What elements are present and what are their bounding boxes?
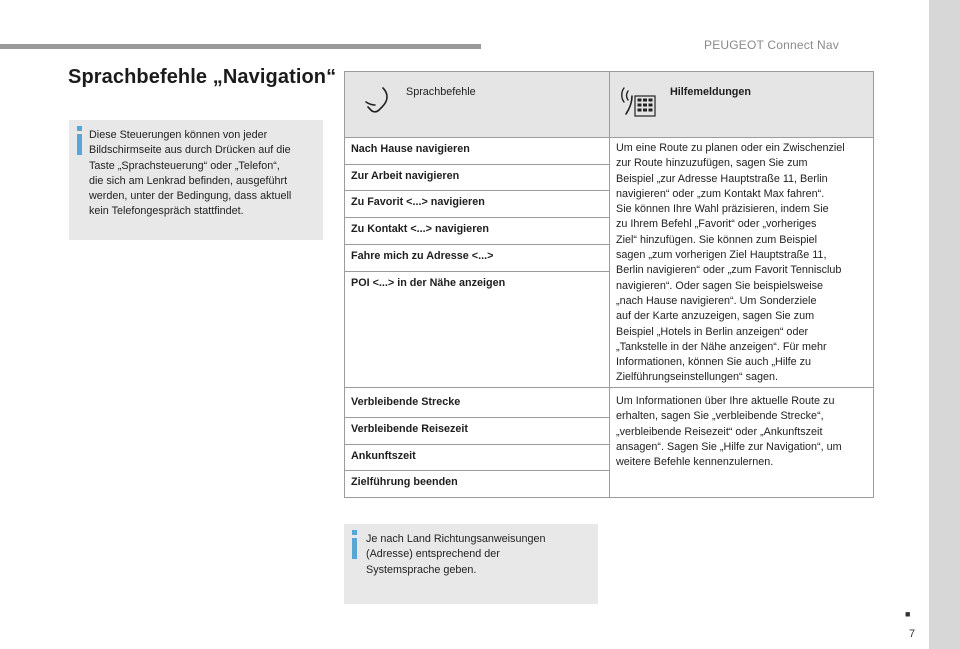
help-message-cell: Um eine Route zu planen oder ein Zwischenziel zur Route hinzuzufügen, sagen Sie zum Beispiel „zur Adresse Hauptstraße 11, Berlin navigieren“ oder „zum Kontakt Max fahren“. Sie können Ihre Wahl präzisieren, indem Sie zu Ihrem Befehl „Favorit“ oder „vorheriges Ziel“ hinzufügen. Sie können zum Beispiel sagen „zum vorherigen Ziel Hauptstraße 11, Berlin navigieren“ oder „zum Favorit Tennisclub navigieren“. Oder sagen Sie beispielsweise „nach Hause navigieren“. Um Sonderziele auf der Karte anzuzeigen, sagen Sie zum Beispiel „Hotels in Berlin anzeigen“ oder „Tankstelle in der Nähe anzeigen“. Für mehr Informationen, können Sie auch „Hilfe zu Zielführungseinstellungen“ sagen. (616, 142, 845, 384)
row-divider (345, 417, 609, 418)
info-note-footer (344, 524, 598, 604)
command-cell: Ankunftszeit (351, 450, 416, 462)
header-label-help: Hilfemeldungen (670, 86, 751, 98)
row-divider (345, 444, 609, 445)
row-divider (345, 217, 609, 218)
column-divider (609, 72, 610, 497)
info-note-intro (69, 120, 323, 240)
page-edge-strip (929, 0, 960, 649)
help-message-cell: Um Informationen über Ihre aktuelle Route zu erhalten, sagen Sie „verbleibende Strecke“, „verbleibende Reisezeit“ oder „Ankunftszeit ansagen“. Sagen Sie „Hilfe zur Navigation“, um weitere Befehle kennenzulernen. (616, 395, 842, 469)
info-note-text: Diese Steuerungen können von jeder Bildschirmseite aus durch Drücken auf die Taste „Sprachsteuerung“ oder „Telefon“, die sich am Lenkrad befinden, ausgeführt werden, unter der Bedingung, dass aktuell kein Telefongespräch stattfindet. (89, 129, 292, 218)
command-cell: Zu Favorit <...> navigieren (351, 196, 485, 208)
section-title: Sprachbefehle „Navigation“ (68, 66, 337, 88)
header-rule (0, 44, 481, 49)
command-cell: Fahre mich zu Adresse <...> (351, 250, 494, 262)
command-cell: Zu Kontakt <...> navigieren (351, 223, 489, 235)
header-label-commands: Sprachbefehle (406, 86, 476, 98)
page-number: 7 (909, 628, 916, 640)
table-header-help (610, 72, 873, 137)
row-divider (345, 137, 873, 138)
info-icon (350, 530, 360, 560)
voice-help-keypad-icon (619, 84, 659, 118)
command-cell: Verbleibende Strecke (351, 396, 461, 408)
row-divider (345, 387, 873, 388)
command-cell: POI <...> in der Nähe anzeigen (351, 277, 506, 289)
voice-command-icon (363, 85, 393, 115)
row-divider (345, 470, 609, 471)
row-divider (345, 164, 609, 165)
row-divider (345, 244, 609, 245)
row-divider (345, 190, 609, 191)
info-note-text: Je nach Land Richtungsanweisungen (Adresse) entsprechend der Systemsprache geben. (366, 533, 546, 576)
continued-marker: ■ (905, 609, 911, 619)
table-header-commands (345, 72, 609, 137)
command-cell: Zur Arbeit navigieren (351, 170, 460, 182)
voice-commands-table (344, 71, 874, 498)
command-cell: Nach Hause navigieren (351, 143, 470, 155)
row-divider (345, 271, 609, 272)
manual-title: PEUGEOT Connect Nav (704, 38, 839, 52)
command-cell: Verbleibende Reisezeit (351, 423, 469, 435)
info-icon (75, 126, 85, 156)
command-cell: Zielführung beenden (351, 476, 458, 488)
